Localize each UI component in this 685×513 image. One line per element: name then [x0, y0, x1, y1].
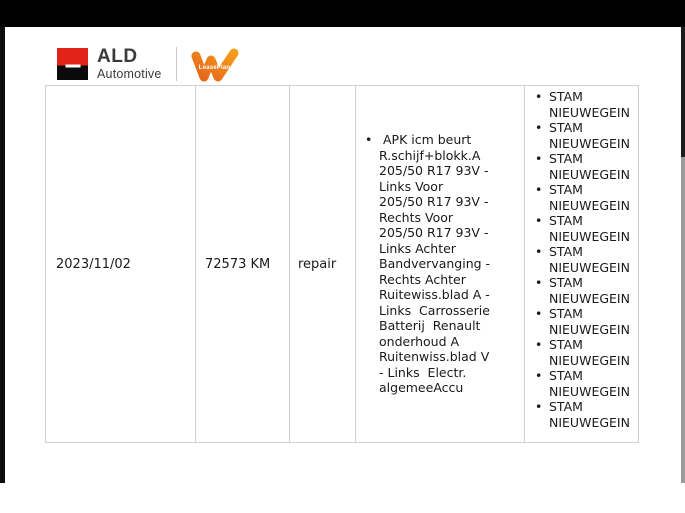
location-item: • STAM NIEUWEGEIN — [532, 182, 636, 213]
ald-logo-text — [97, 47, 162, 81]
location-item: • STAM NIEUWEGEIN — [532, 213, 636, 244]
location-item: • STAM NIEUWEGEIN — [532, 244, 636, 275]
mileage-cell: 72573 KM — [196, 86, 290, 443]
location-item: • STAM NIEUWEGEIN — [532, 89, 636, 120]
service-history-table — [45, 85, 639, 443]
location-item: • STAM NIEUWEGEIN — [532, 306, 636, 337]
location-list — [525, 86, 638, 432]
description-item: • APK icm beurt R.schijf+blokk.A 205/50 R17 93V - Links Voor 205/50 R17 93V - Rechts Voor 205/50 R17 93V - Links Achter Bandvervanging - Rechts Achter Ruitewiss.blad A - Links Carrosserie Batterij Renault onderhoud A Ruitenwiss.blad V - Links Electr. algemeeAccu — [362, 132, 494, 396]
scrollbar-track[interactable] — [681, 27, 685, 483]
location-item: • STAM NIEUWEGEIN — [532, 120, 636, 151]
location-item: • STAM NIEUWEGEIN — [532, 151, 636, 182]
page-left-edge — [0, 27, 5, 483]
header-logos — [57, 43, 241, 85]
ald-logo-name: ALD — [97, 46, 138, 68]
service-history-row — [46, 86, 639, 443]
location-item: • STAM NIEUWEGEIN — [532, 399, 636, 430]
location-item: • STAM NIEUWEGEIN — [532, 337, 636, 368]
leaseplan-w-icon — [189, 47, 241, 85]
location-item: • STAM NIEUWEGEIN — [532, 275, 636, 306]
ald-automotive-logo — [57, 47, 162, 81]
description-list — [356, 130, 524, 398]
ald-logo-subtitle: Automotive — [97, 67, 162, 82]
service-type-cell: repair — [290, 86, 356, 443]
description-cell — [356, 86, 525, 443]
logo-divider — [176, 47, 177, 81]
leaseplan-wordmark: LeasePlan — [198, 65, 231, 72]
document-page — [0, 27, 685, 483]
ald-logo-icon — [57, 48, 88, 80]
service-date-cell: 2023/11/02 — [46, 86, 196, 443]
top-black-bar — [0, 0, 685, 27]
scrollbar-thumb[interactable] — [681, 27, 685, 157]
location-item: • STAM NIEUWEGEIN — [532, 368, 636, 399]
location-cell — [525, 86, 639, 443]
ald-logo-dash — [65, 64, 80, 67]
leaseplan-logo — [189, 47, 241, 85]
